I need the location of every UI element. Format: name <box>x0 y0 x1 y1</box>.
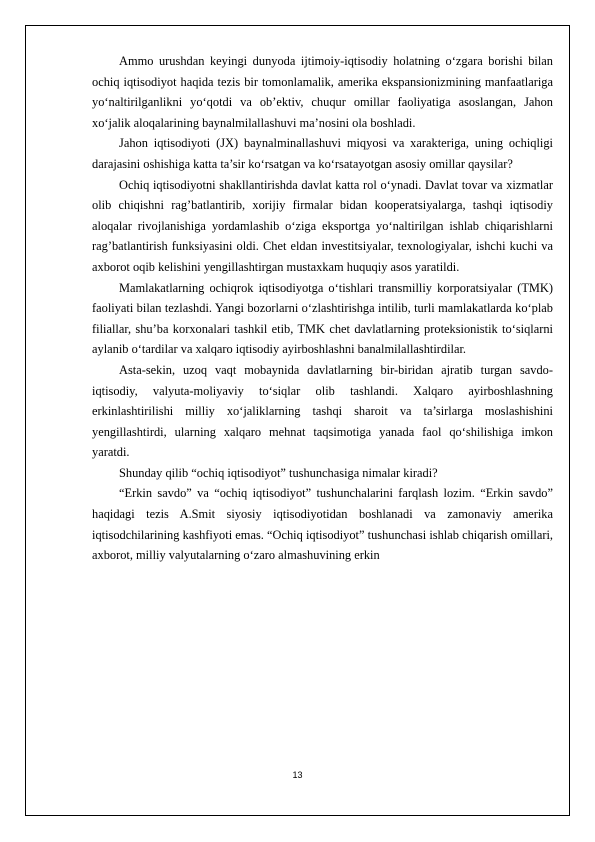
paragraph-2: Jahon iqtisodiyoti (JX) baynalminallashuvi miqyosi va xarakteriga, uning ochiqligi darajasini oshishiga katta ta’sir ko‘rsatgan va ko‘rsatayotgan asosiy omillar qaysilar? <box>92 136 553 171</box>
paragraph-7: “Erkin savdo” va “ochiq iqtisodiyot” tushunchalarini farqlash lozim. “Erkin savdo” haqidagi tezis A.Smit siyosiy iqtisodiyotidan boshlanadi va zamonaviy amerika iqtisodchilarining kashfiyoti emas. “Ochiq iqtisodiyot” tushunchasi ishlab chiqarish omillari, axborot, milliy valyutalarning o‘zaro almashuvining erkin <box>92 486 553 563</box>
paragraph-6: Shunday qilib “ochiq iqtisodiyot” tushunchasiga nimalar kiradi? <box>119 465 438 480</box>
paragraph-4: Mamlakatlarning ochiqrok iqtisodiyotga o‘tishlari transmilliy korporatsiyalar (TMK) faoliyati bilan tezlashdi. Yangi bozorlarni o‘zlashtirishga intilib, turli mamlakatlarda ko‘plab filiallar, shu’ba korxonalari tashkil etib, TMK chet davlatlarning proteksionistik to‘siqlarni aylanib o‘tardilar va xalqaro iqtisodiy ayirboshlashni banalmilallashtirdilar. <box>92 280 553 357</box>
paragraph-5: Asta-sekin, uzoq vaqt mobaynida davlatlarning bir-biridan ajratib turgan savdo-iqtisodiy, valyuta-moliyaviy to‘siqlar olib tashlandi. Xalqaro ayirboshlashning erkinlashtirilishi milliy xo‘jaliklarning tashqi sharoit va ta’sirlarga moslashishini yengillashtirdi, ularning xalqaro mehnat taqsimotiga yanada faol qo‘shilishiga imkon yaratdi. <box>92 362 553 460</box>
paragraph-1: Ammo urushdan keyingi dunyoda ijtimoiy-iqtisodiy holatning o‘zgara borishi bilan ochiq iqtisodiyot haqida tezis bir tomonlamalik, amerika ekspansionizmining manfaatlariga yo‘naltirilganlikni yo‘qotdi va ob’ektiv, chuqur omillar faoliyatiga asoslangan, Jahon xo‘jalik aloqalarining baynalmilallashuvi ma’nosini ola boshladi. <box>92 54 553 130</box>
page-number: 13 <box>292 770 303 780</box>
document-body <box>92 51 553 566</box>
paragraph-3: Ochiq iqtisodiyotni shakllantirishda davlat katta rol o‘ynadi. Davlat tovar va xizmatlar olib chiqishni rag’batlantirib, xorijiy firmalar bidan kooperatsiyalarga, tashqi iqtisodiy aloqalar rivojlanishiga yordamlashib o‘ziga eksportga yo‘naltirilgan ishlab chiqarishlarni rag’batlantirish funksiyasini oldi. Chet eldan investitsiyalar, texnologiyalar, ishchi kuchi va axborot oqib kelishini yengillashtirgan mustaxkam huquqiy asos yaratildi. <box>92 177 553 274</box>
